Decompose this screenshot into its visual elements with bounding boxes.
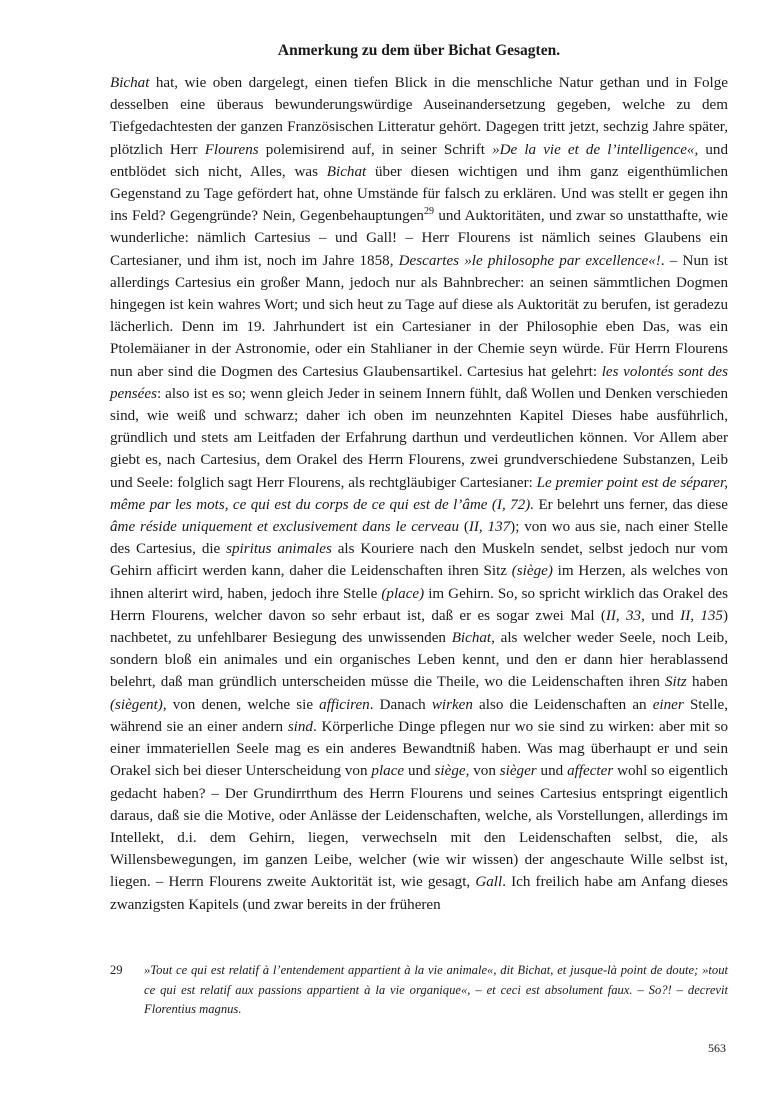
italic-text: siège <box>434 763 466 780</box>
footnote-text: »Tout ce qui est relatif à l’entendement appartient à la vie animale«, dit Bichat, et jusque-là point de doute; »tout ce qui est relatif aux passions appartient à la vie organique«, – et ceci est absolument faux. – So?! – decrevit Florentius magnus. <box>144 963 728 1016</box>
italic-text: (siège) <box>511 563 553 580</box>
italic-text: (place) <box>381 585 425 602</box>
body-text: . Danach <box>369 696 432 713</box>
body-text: und Auktoritäten, und zwar so unstatthafte, wie wunderliche: nämlich Cartesius – und Gall! – Herr Flourens ist nämlich seines Glaubens ein Cartesianer, und ihm ist, noch im Jahre 1858, <box>110 208 728 269</box>
body-text: und <box>536 763 568 780</box>
italic-text: Bichat <box>326 163 367 180</box>
body-text: Er belehrt uns ferner, das diese <box>534 496 729 513</box>
body-text: , von denen, welche sie <box>162 696 320 713</box>
body-text: und <box>404 763 435 780</box>
body-text: ( <box>459 519 469 536</box>
italic-text: Bichat <box>451 630 492 647</box>
footnote-reference: 29 <box>423 206 434 218</box>
italic-text: affecter <box>567 763 614 780</box>
footnote-number: 29 <box>110 963 123 977</box>
body-text: : also ist es so; wenn gleich Jeder in seinem Innern fühlt, daß Wollen und Denken verschieden sind, wie weiß und schwarz; daher ich oben im neunzehnten Kapitel Dieses habe ausführlich, gründlich und stets am Leitfaden der Erfahrung darthun und verdeutlichen können. Vor Allem aber giebt es, nach Cartesius, dem Orakel des Herrn Flourens, zwei grundverschiedene Substanzen, Leib und Seele: folglich sagt Herr Flourens, als rechtgläubiger Cartesianer: <box>110 385 728 491</box>
body-text: ); von wo aus sie, nach einer Stelle des Cartesius, die <box>110 519 728 558</box>
body-text: im Gehirn. So, so spricht wirklich das Orakel des Herrn Flourens, welcher davon so sehr erbaut ist, daß er es sogar zwei Mal ( <box>110 585 729 624</box>
body-text: Stelle, während sie an einer andern <box>110 696 728 735</box>
body-text: . – Nun ist allerdings Cartesius ein großer Mann, jedoch nur als Bahnbrecher: an seinen sämmtlichen Dogmen hingegen ist kein wahres Wort; und sich heut zu Tage auf diese als Auktorität zu berufen, ist geradezu lächerlich. Denn im 19. Jahrhundert ist ein Cartesianer in der Philosophie eben Das, was ein Ptolemäianer in der Astronomie, oder ein Stahlianer in der Chemie seyn würde. Für Herrn Flourens nun aber sind die Dogmen des Cartesius Glaubensartikel. Cartesius hat gelehrt: <box>110 252 728 380</box>
body-text: ) nachbetet, zu unfehlbarer Besiegung des unwissenden <box>110 607 728 647</box>
italic-text: II, 33 <box>605 607 642 624</box>
italic-text: II, 135 <box>680 607 723 624</box>
body-text: über diesen wichtigen und ihm ganz eigenthümlichen Gegenstand zu Tage gefördert hat, ohne Umstände für falsch zu erklären. Und was stellt er gegen ihn ins Feld? Gegengründe? Nein, Gegenbehauptungen <box>110 163 728 225</box>
italic-text: âme réside uniquement et exclusivement dans le cerveau <box>110 519 459 536</box>
body-text: . Ich freilich habe am Anfang dieses zwanzigsten Kapitels (und zwar bereits in der früheren <box>110 874 728 913</box>
body-text: haben <box>686 674 728 691</box>
body-text: , und entblödet sich nicht, Alles, was <box>110 141 728 180</box>
body-text: im Herzen, als welches von ihnen alterirt wird, haben, jedoch ihre Stelle <box>110 563 728 602</box>
body-text: polemisirend auf, in seiner Schrift <box>258 141 493 158</box>
body-text: , von <box>465 763 500 780</box>
italic-text: wirken <box>431 696 473 713</box>
page-content <box>110 40 728 916</box>
section-title: Anmerkung zu dem über Bichat Gesagten. <box>277 42 561 59</box>
body-text: , als welcher weder Seele, noch Leib, sondern bloß ein animales und ein organisches Leben kennt, und den er dann hier herablassend belehrt, daß man gründlich unterscheiden müsse die Theile, wo die Leidenschaften ihren <box>110 630 728 691</box>
italic-text: II, 137 <box>468 519 511 536</box>
italic-text: sind <box>287 718 313 735</box>
italic-text: »De la vie et de l’intelligence« <box>492 141 695 158</box>
italic-text: Flourens <box>204 141 259 158</box>
body-text: wohl so eigentlich gedacht haben? – Der Grundirrthum des Herrn Flourens und seines Cartesius entspringt eigentlich daraus, daß sie die Motive, oder Anlässe der Leidenschaften, welche, als Vorstellungen, allerdings im Intellekt, d.i. dem Gehirn, liegen, verwechseln mit den Leidenschaften selbst, die, als Willensbewegungen, im ganzen Leibe, welcher (wie wir wissen) der angeschaute Wille selbst ist, liegen. – Herrn Flourens zweite Auktorität ist, wie gesagt, <box>110 763 729 891</box>
body-text: . Körperliche Dinge pflegen nur wo sie sind zu wirken: aber mit so einer immateriellen Seele mag es ein anderes Bewandtniß haben. Was mag überhaupt er und sein Orakel sich bei dieser Unterscheidung von <box>110 718 728 780</box>
body-text: hat, wie oben dargelegt, einen tiefen Blick in die menschliche Natur gethan und in Folge desselben eine überaus bewunderungswürdige Auseinandersetzung gegeben, welche zu dem Tiefgedachtesten der ganzen Französischen Litteratur gehört. Dagegen tritt jetzt, sechzig Jahre später, plötzlich Herr <box>110 75 728 158</box>
italic-text: sièger <box>499 763 537 780</box>
italic-text: Descartes »le philosophe par excellence«! <box>398 252 661 269</box>
body-text: also die Leidenschaften an <box>472 696 653 713</box>
italic-text: einer <box>652 696 684 713</box>
italic-text: Bichat <box>110 75 150 91</box>
italic-text: Gall <box>475 874 503 891</box>
italic-text: Le premier point est de séparer, même par les mots, ce qui est du corps de ce qui est de l’âme (I, 72). <box>110 474 728 513</box>
body-text: , und <box>641 607 681 624</box>
italic-text: afficiren <box>319 696 370 713</box>
footnote <box>110 961 728 1020</box>
italic-text: place <box>371 763 405 780</box>
body-text: als Kouriere nach den Muskeln sendet, selbst jedoch nur vom Gehirn afficirt werden kann, daher die Leidenschaften ihren Sitz <box>110 541 729 580</box>
italic-text: Sitz <box>665 674 687 691</box>
body-paragraph <box>110 72 728 916</box>
italic-text: spiritus animales <box>226 541 332 558</box>
italic-text: (siègent) <box>110 696 163 713</box>
page-number: 563 <box>708 1041 726 1055</box>
italic-text: les volontés sont des pensées <box>110 363 729 402</box>
